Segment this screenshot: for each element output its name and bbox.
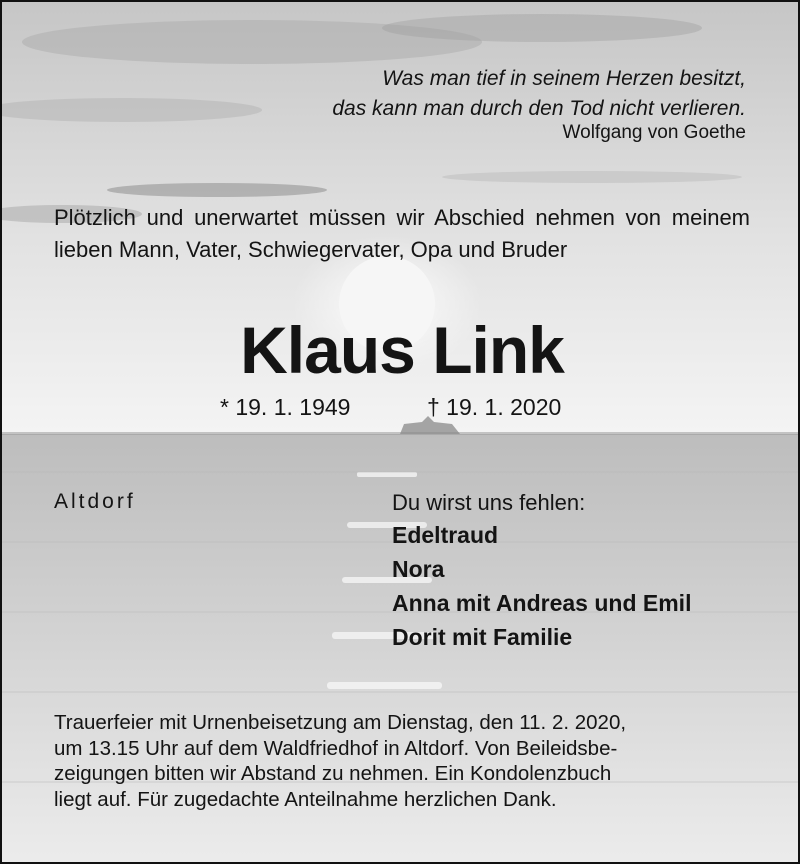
intro-text: Plötzlich und unerwartet müssen wir Abschied nehmen von meinem lieben Mann, Vater, Schwiegervater, Opa und Bruder: [54, 205, 750, 262]
mourner-name: Anna mit Andreas und Emil: [392, 590, 692, 616]
birth-date: * 19. 1. 1949: [220, 394, 351, 420]
service-line-3: zeigungen bitten wir Abstand zu nehmen. Ein Kondolenzbuch: [54, 762, 612, 785]
mourner-name: Nora: [392, 556, 445, 582]
death-date: † 19. 1. 2020: [427, 394, 562, 420]
mourners-heading: Du wirst uns fehlen:: [392, 490, 586, 515]
quote-line-2: das kann man durch den Tod nicht verlieren.: [332, 97, 746, 120]
quote-line-1: Was man tief in seinem Herzen besitzt,: [382, 67, 746, 90]
place-name: Altdorf: [54, 490, 136, 513]
service-line-1: Trauerfeier mit Urnenbeisetzung am Dienstag, den 11. 2. 2020,: [54, 711, 627, 734]
service-information: [54, 710, 750, 812]
mourner-name: Edeltraud: [392, 522, 499, 548]
service-line-2: um 13.15 Uhr auf dem Waldfriedhof in Altdorf. Von Beileidsbe-: [54, 736, 618, 760]
service-line-4: liegt auf. Für zugedachte Anteilnahme herzlichen Dank.: [54, 787, 557, 811]
mourner-name: Dorit mit Familie: [392, 624, 573, 650]
quote-author: Wolfgang von Goethe: [562, 122, 746, 143]
deceased-name: Klaus Link: [240, 313, 564, 387]
